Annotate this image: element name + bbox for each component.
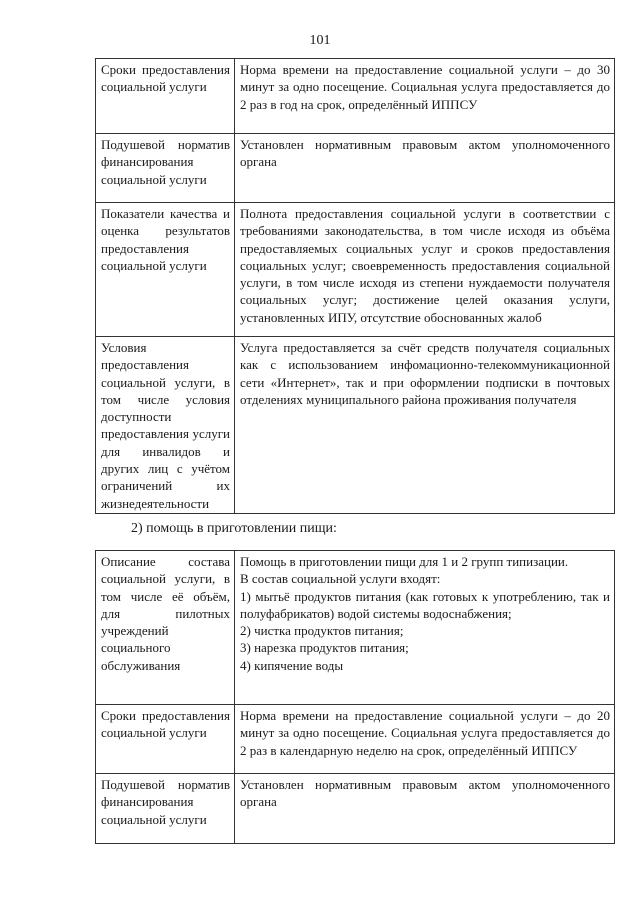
row-content: Полнота предоставления социальной услуги в соответствии с требованиями законодательства, в том числе исходя из объёма предоставляемых социальных услуг и сроков предоставления социальных услуг; своевременность предоставления социальной услуги, в том числе исходя из степени нуждаемости получателя социальных услуг; достижение целей оказания услуги, установленных ИПУ, отсутствие обоснованных жалоб (235, 203, 615, 337)
row-content (235, 551, 615, 705)
content-line: 4) кипячение воды (240, 657, 344, 673)
row-label: Условия предоставления социальной услуги, в том числе условия доступности предоставления услуги для инвалидов и других лиц с учётом ограничений их жизнедеятельности (96, 337, 235, 514)
content-line: 2) чистка продуктов питания; (240, 623, 404, 639)
row-content: Установлен нормативным правовым актом уполномоченного органа (235, 134, 615, 203)
row-label: Подушевой норматив финансирования социальной услуги (96, 774, 235, 844)
content-line: Помощь в приготовлении пищи для 1 и 2 групп типизации. (240, 554, 569, 569)
row-content: Услуга предоставляется за счёт средств получателя социальных как с использованием инфомационно-телекоммуникационной сети «Интернет», так и при оформлении подписки в почтовых отделениях муниципального района проживания получателя (235, 337, 615, 514)
content-line: 3) нарезка продуктов питания; (240, 640, 409, 656)
row-label: Показатели качества и оценка результатов предоставления социальной услуги (96, 203, 235, 337)
content-line: В состав социальной услуги входят: (240, 571, 441, 587)
service-table-2 (95, 550, 615, 844)
row-content: Установлен нормативным правовым актом уполномоченного органа (235, 774, 615, 844)
section-heading: 2) помощь в приготовлении пищи: (131, 521, 337, 536)
row-label: Сроки предоставления социальной услуги (96, 59, 235, 134)
service-table-1 (95, 58, 615, 514)
table-row (96, 203, 615, 337)
content-line: 1) мытьё продуктов питания (как готовых к употреблению, так и полуфабрикатов) водой системы водоснабжения; (240, 588, 610, 621)
row-label: Сроки предоставления социальной услуги (96, 705, 235, 774)
table-row (96, 337, 615, 514)
page-number: 101 (309, 33, 331, 48)
row-label: Описание состава социальной услуги, в том числе её объём, для пилотных учреждений социального обслуживания (96, 551, 235, 705)
row-content: Норма времени на предоставление социальной услуги – до 20 минут за одно посещение. Социальная услуга предоставляется до 2 раз в календарную неделю на срок, определённый ИППСУ (235, 705, 615, 774)
row-content: Норма времени на предоставление социальной услуги – до 30 минут за одно посещение. Социальная услуга предоставляется до 2 раз в год на срок, определённый ИППСУ (235, 59, 615, 134)
table-row (96, 705, 615, 774)
table-row (96, 59, 615, 134)
table-row (96, 774, 615, 844)
table-row (96, 551, 615, 705)
row-label: Подушевой норматив финансирования социальной услуги (96, 134, 235, 203)
table-row (96, 134, 615, 203)
